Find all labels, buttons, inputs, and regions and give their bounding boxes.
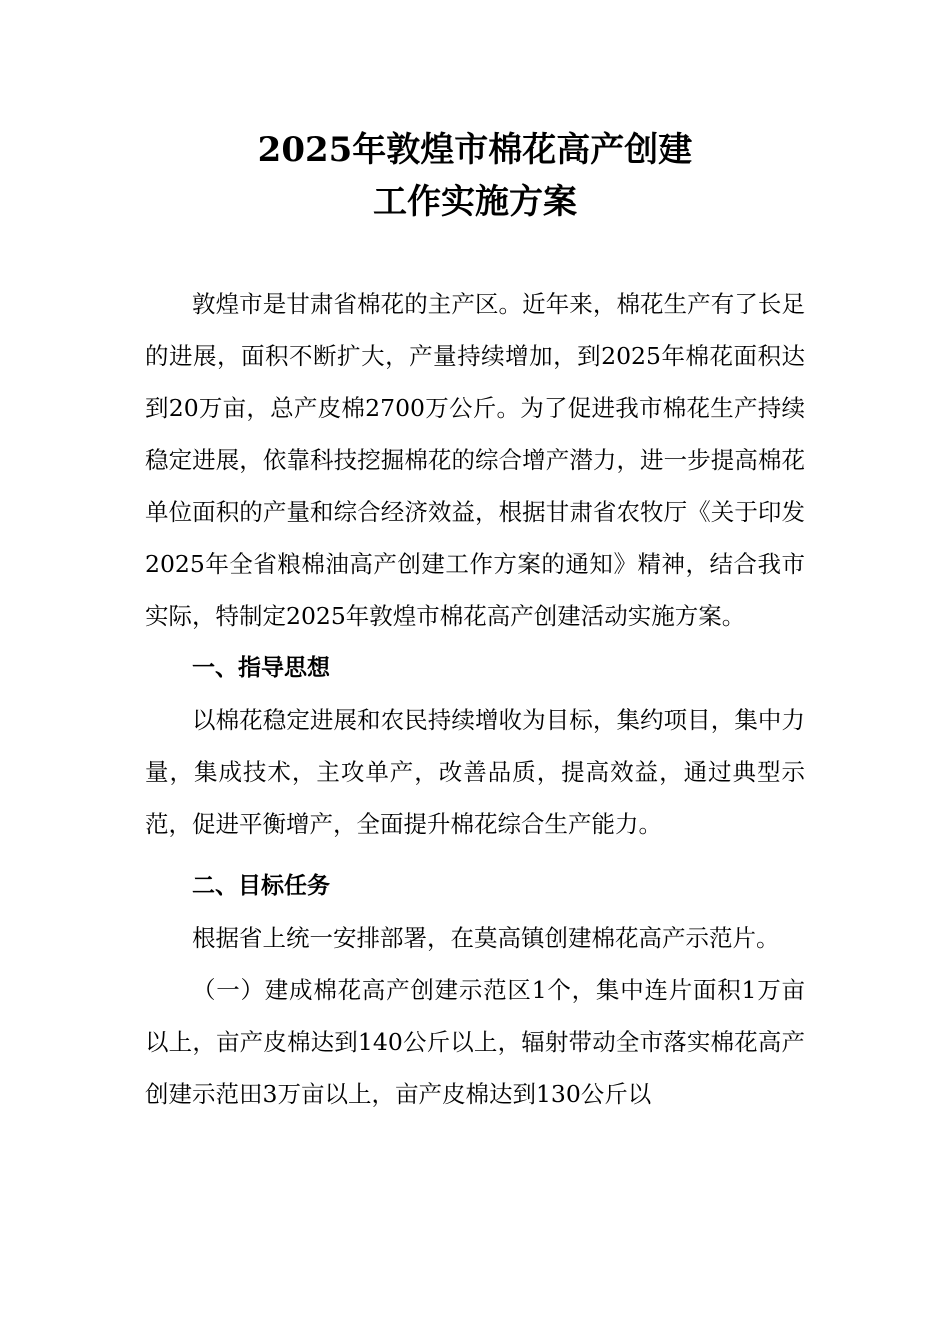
- section-heading-goals-tasks: 二、目标任务: [192, 873, 330, 899]
- section-heading-guiding-ideology: 一、指导思想: [192, 655, 330, 681]
- guiding-ideology-paragraph: 以棉花稳定进展和农民持续增收为目标，集约项目，集中力量，集成技术，主攻单产，改善品质，提高效益，通过典型示范，促进平衡增产，全面提升棉花综合生产能力。: [145, 706, 805, 838]
- goals-tasks-paragraph: 根据省上统一安排部署，在莫高镇创建棉花高产示范片。: [192, 924, 780, 952]
- intro-paragraph: 敦煌市是甘肃省棉花的主产区。近年来，棉花生产有了长足的进展，面积不断扩大，产量持续增加，到2025年棉花面积达到20万亩，总产皮棉2700万公斤。为了促进我市棉花生产持续稳定进展，依靠科技挖掘棉花的综合增产潜力，进一步提高棉花单位面积的产量和综合经济效益，根据甘肃省农牧厅《关于印发2025年全省粮棉油高产创建工作方案的通知》精神，结合我市实际，特制定2025年敦煌市棉花高产创建活动实施方案。: [145, 290, 805, 630]
- document-body: [145, 278, 805, 1120]
- document-title-line-2: 工作实施方案: [373, 182, 577, 222]
- document-title-line-1: 2025年敦煌市棉花高产创建: [257, 130, 693, 170]
- goals-item-1-paragraph: （一）建成棉花高产创建示范区1个，集中连片面积1万亩以上，亩产皮棉达到140公斤以上，辐射带动全市落实棉花高产创建示范田3万亩以上，亩产皮棉达到130公斤以: [145, 976, 805, 1108]
